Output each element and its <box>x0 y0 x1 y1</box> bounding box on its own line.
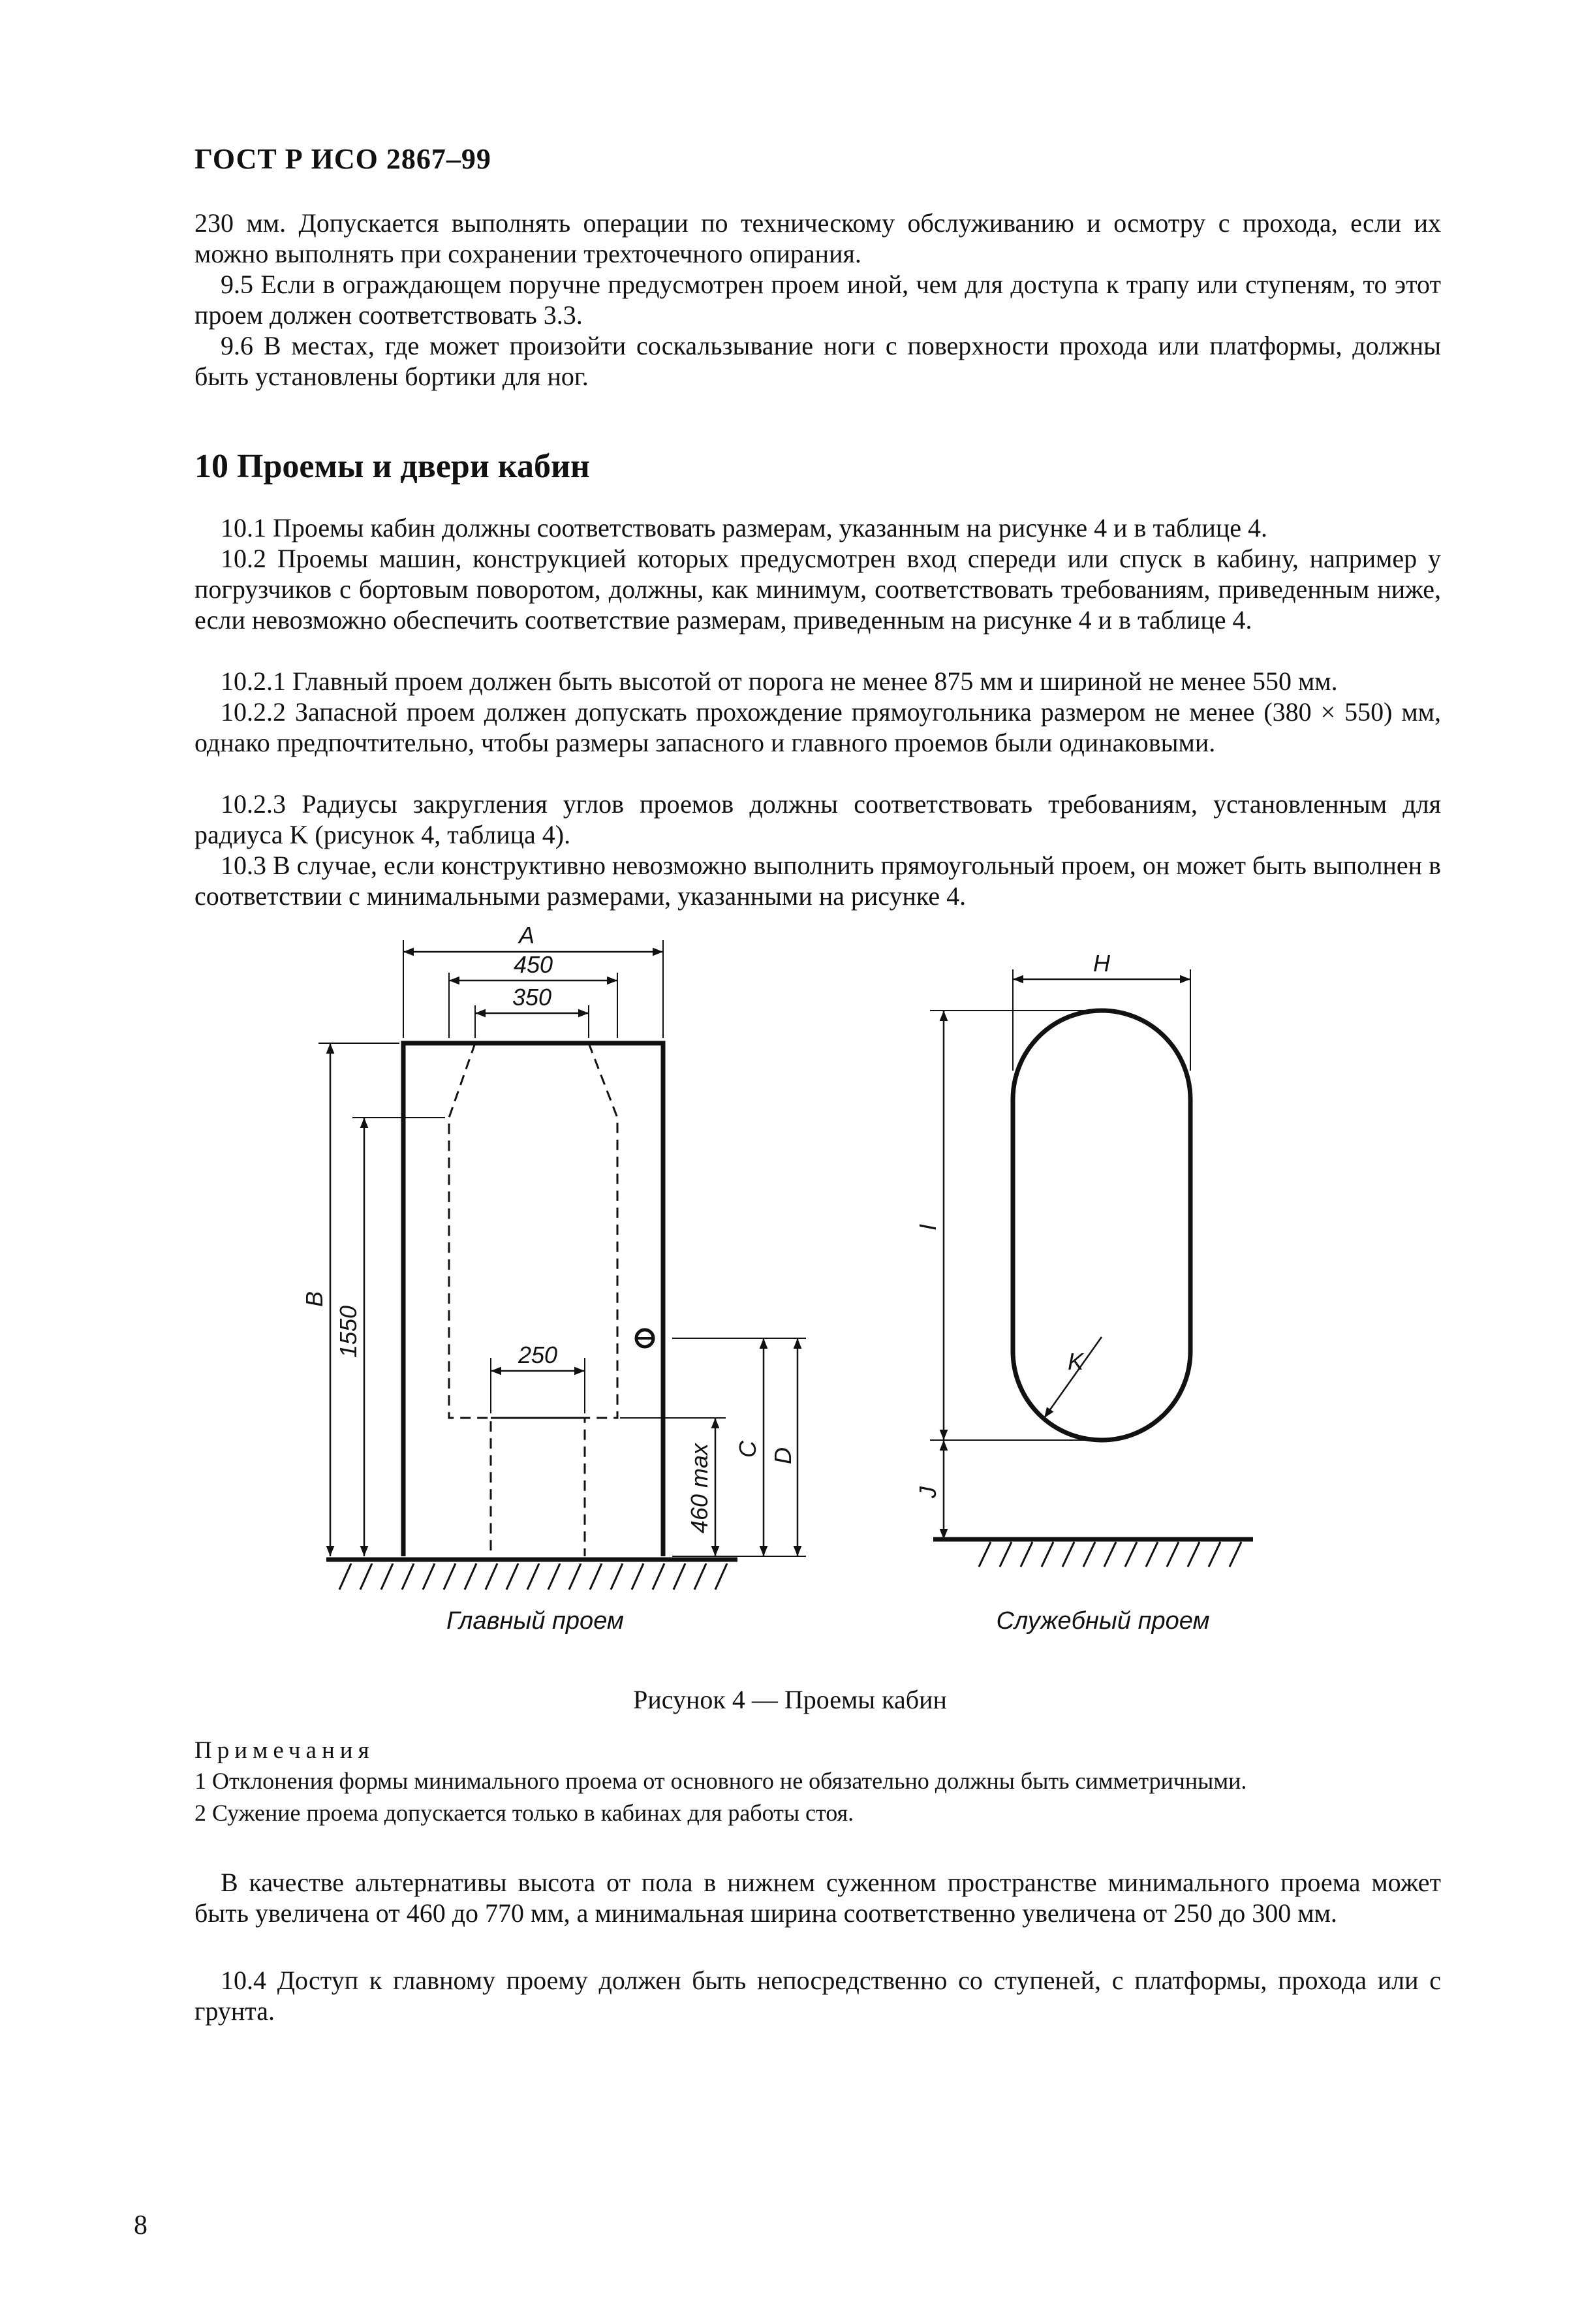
main-opening-label: Главный проем <box>446 1607 624 1635</box>
document-code-header: ГОСТ Р ИСО 2867–99 <box>194 143 491 175</box>
label-450: 450 <box>513 951 553 978</box>
main-opening-frame <box>403 1043 663 1556</box>
label-J: J <box>914 1486 941 1498</box>
paragraph-10-4: 10.4 Доступ к главному проему должен быть непосредственно со ступеней, с платформы, прохода или с грунта. <box>194 1966 1441 2026</box>
label-1550: 1550 <box>335 1305 362 1358</box>
label-350: 350 <box>512 984 552 1011</box>
note-item: 2 Сужение проема допускается только в кабинах для работы стоя. <box>194 1800 854 1826</box>
service-opening-drawing <box>930 969 1253 1567</box>
service-opening-outline <box>1013 1011 1190 1440</box>
paragraph-9-5: 9.5 Если в ограждающем поручне предусмотрен проем иной, чем для доступа к трапу или ступеням, то этот проем должен соответствовать 3.3. <box>194 270 1441 330</box>
label-A: A <box>518 922 535 949</box>
paragraph-10-1: 10.1 Проемы кабин должны соответствовать размерам, указанным на рисунке 4 и в таблице 4. <box>221 513 1268 542</box>
notes-title: Примечания <box>194 1737 375 1764</box>
main-floor-hatching <box>339 1563 727 1590</box>
label-C: C <box>734 1441 761 1458</box>
paragraph-9-6: 9.6 В местах, где может произойти соскальзывание ноги с поверхности прохода или платформы, должны быть установлены бортики для ног. <box>194 331 1441 391</box>
label-250: 250 <box>518 1342 558 1368</box>
label-K: K <box>1067 1348 1084 1375</box>
paragraph-10-2-3: 10.2.3 Радиусы закругления углов проемов должны соответствовать требованиям, установленным для радиуса K (рисунок 4, таблица 4). <box>194 789 1441 849</box>
label-B: B <box>301 1291 328 1308</box>
page-number: 8 <box>134 2210 147 2240</box>
paragraph-10-2-2: 10.2.2 Запасной проем должен допускать прохождение прямоугольника размером не менее (380 × 550) мм, однако предпочтительно, чтобы размеры запасного и главного проемов были одинаковыми. <box>194 697 1441 757</box>
paragraph-continuation: 230 мм. Допускается выполнять операции по техническому обслуживанию и осмотру с прохода, если их можно выполнять при сохранении трехточечного опирания. <box>194 208 1441 268</box>
paragraph-10-3: 10.3 В случае, если конструктивно невозможно выполнить прямоугольный проем, он может быть выполнен в соответствии с минимальными размерами, указанными на рисунке 4. <box>194 851 1441 911</box>
paragraph-10-2: 10.2 Проемы машин, конструкцией которых предусмотрен вход спереди или спуск в кабину, например у погрузчиков с бортовым поворотом, должны, как минимум, соответствовать требованиям, приведенным ниже, если невозможно обеспечить соответствие размерам, приведенным на рисунке 4 и в таблице 4. <box>194 544 1441 635</box>
label-D: D <box>769 1447 796 1464</box>
paragraph-10-2-1: 10.2.1 Главный проем должен быть высотой от порога не менее 875 мм и шириной не менее 550 мм. <box>221 667 1338 696</box>
label-460-max: 460 max <box>686 1443 713 1534</box>
minimum-opening-outline <box>449 1043 617 1556</box>
main-opening-drawing <box>318 940 806 1590</box>
label-I: I <box>914 1223 941 1231</box>
figure-caption: Рисунок 4 — Проемы кабин <box>633 1685 947 1714</box>
service-opening-label: Служебный проем <box>996 1607 1210 1635</box>
paragraph-alternative: В качестве альтернативы высота от пола в нижнем суженном пространстве минимального проема может быть увеличена от 460 до 770 мм, а минимальная ширина соответственно увеличена от 250 до 300 мм. <box>194 1868 1441 1928</box>
note-item: 1 Отклонения формы минимального проема от основного не обязательно должны быть симметричными. <box>194 1768 1247 1794</box>
label-H: H <box>1093 950 1110 977</box>
section-heading: 10 Проемы и двери кабин <box>194 448 590 485</box>
service-floor-hatching <box>979 1542 1241 1567</box>
